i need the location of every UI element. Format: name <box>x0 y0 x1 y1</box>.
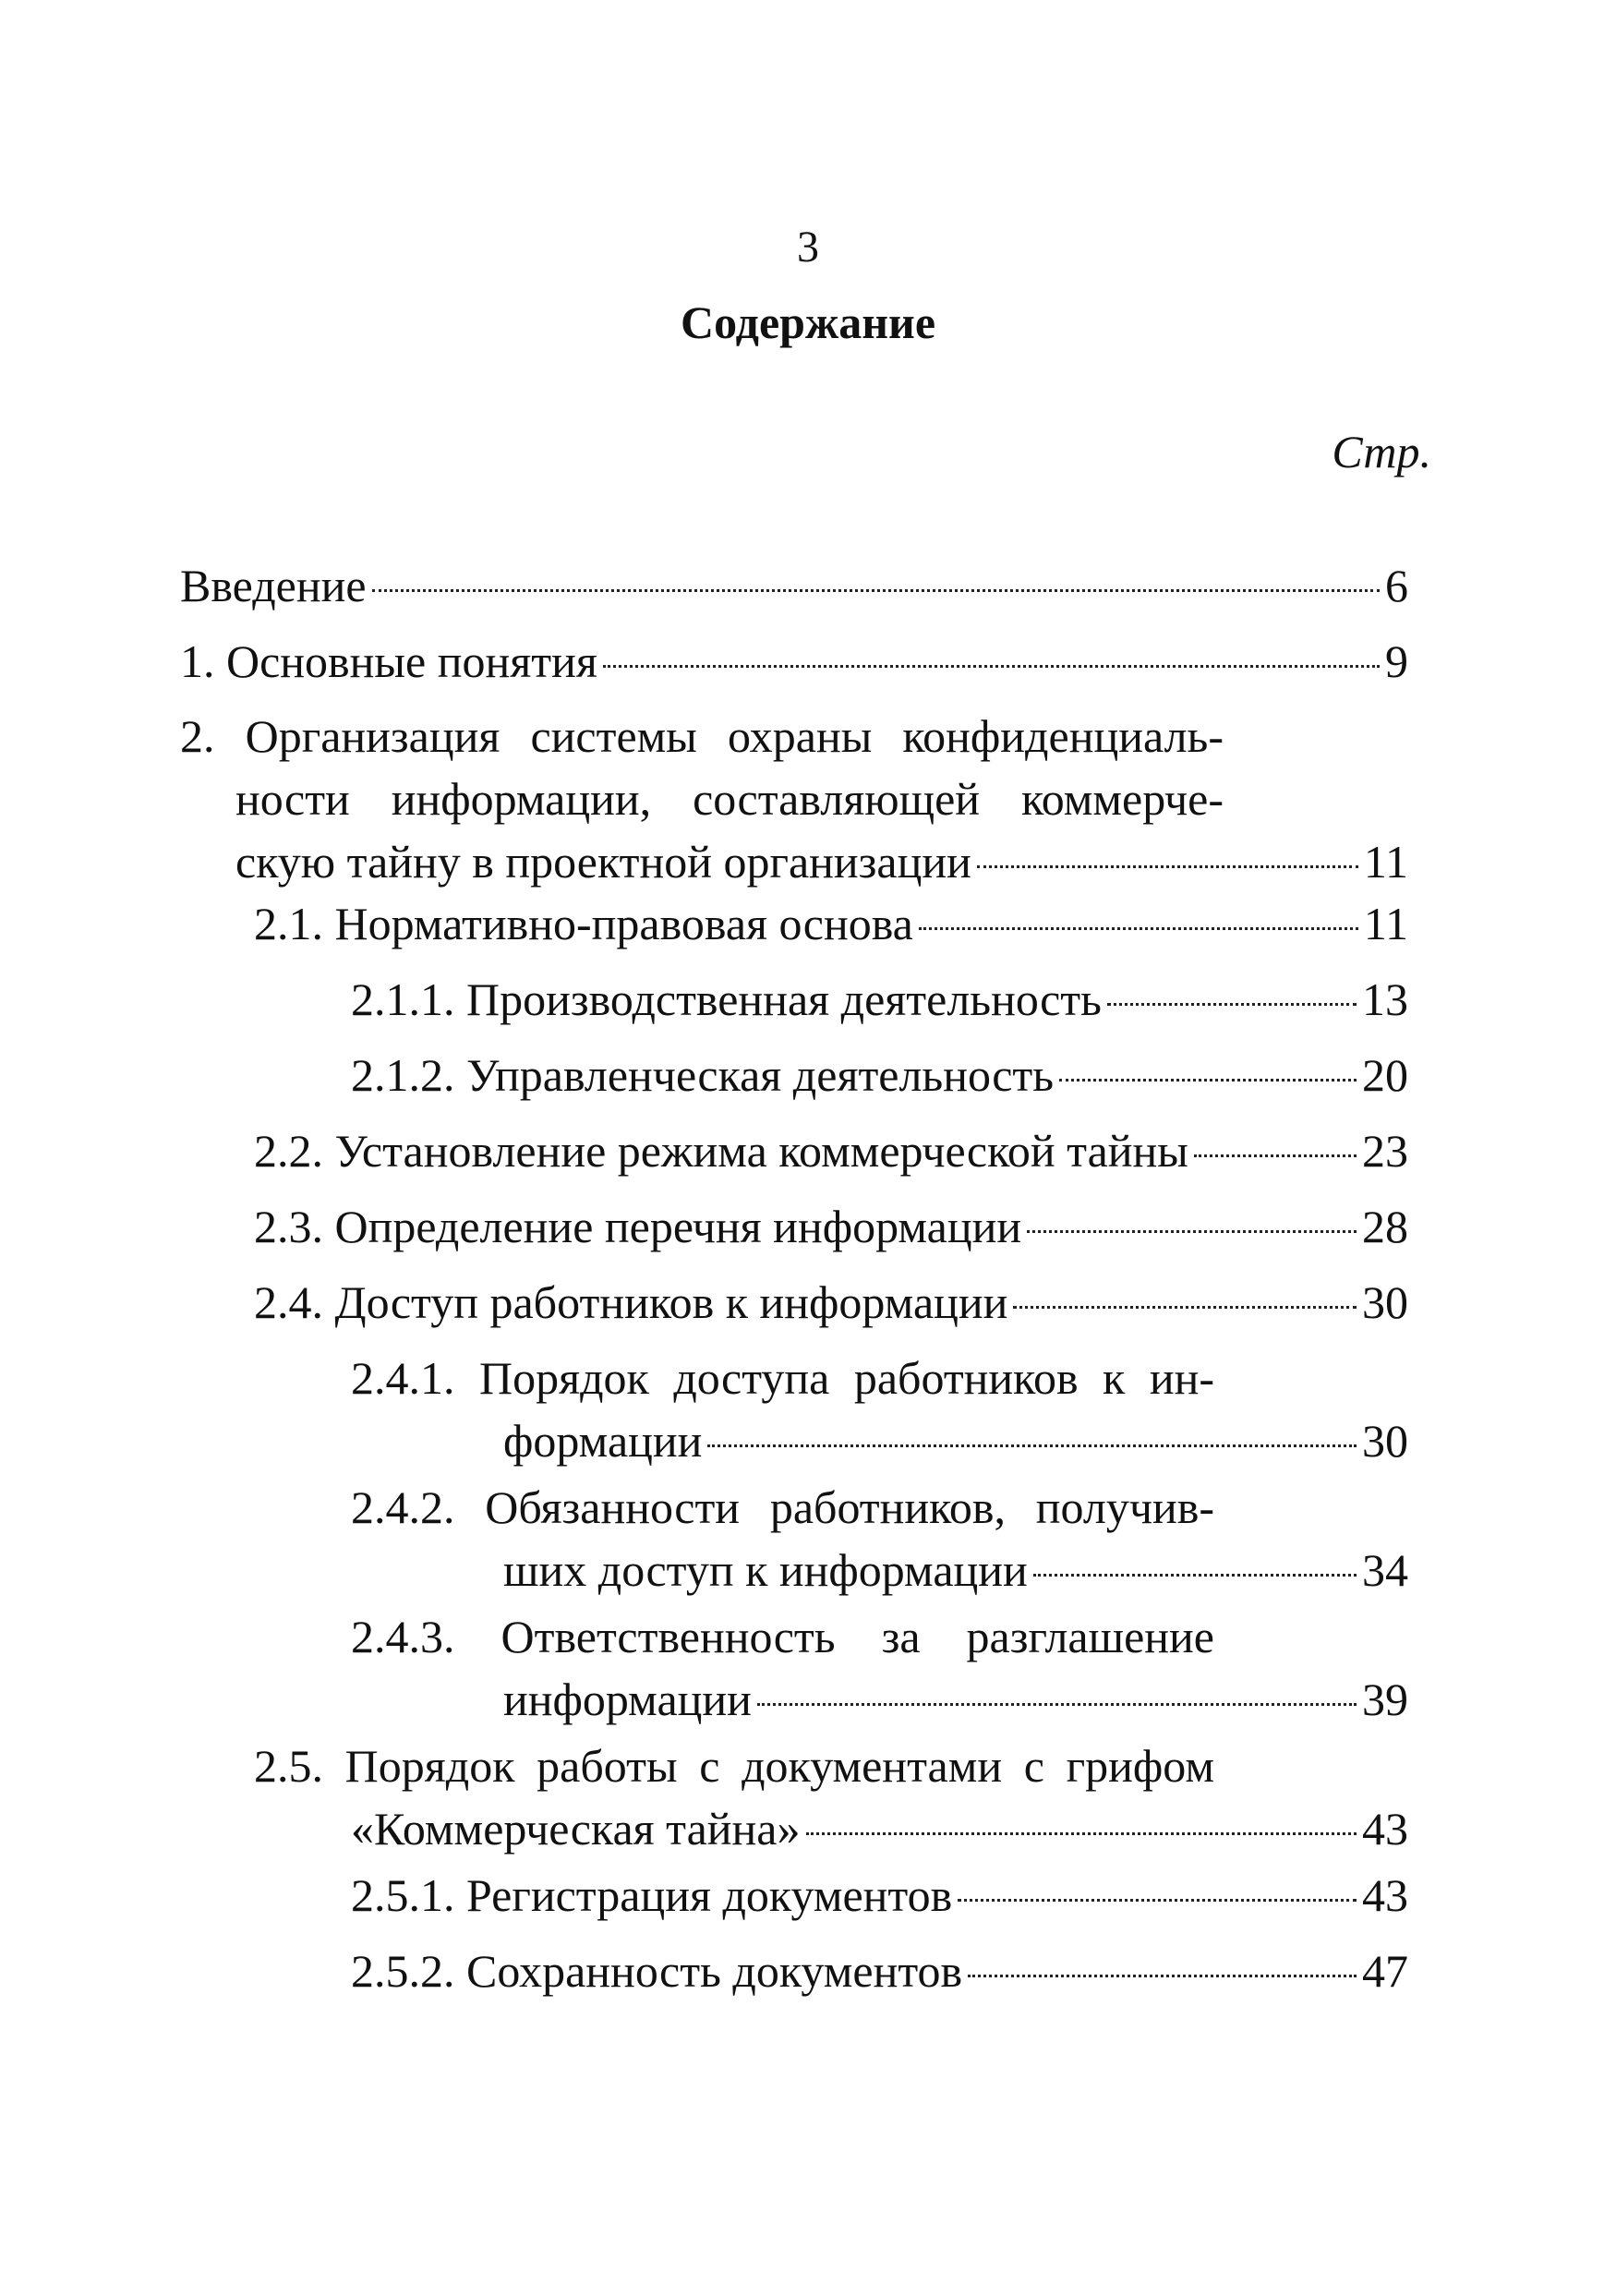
dot-leader <box>977 865 1358 868</box>
toc-entry-page: 43 <box>1362 1869 1408 1921</box>
toc-entry-2-1[interactable] <box>254 892 1408 955</box>
dot-leader <box>1059 1079 1357 1082</box>
toc-entry-title: «Коммерческая тайна» <box>351 1803 801 1855</box>
toc-entry-page: 43 <box>1362 1803 1408 1855</box>
toc-entry-title: 2.5.1. Регистрация документов <box>351 1869 953 1921</box>
toc-entry-title: ших доступ к информации <box>503 1544 1028 1596</box>
toc-entry-title-line: 2.4.1. Порядок доступа работников к ин- <box>351 1352 1214 1404</box>
toc-entry-title: Введение <box>180 560 367 611</box>
toc-entry-page: 30 <box>1362 1276 1408 1328</box>
toc-entry-page: 23 <box>1362 1125 1408 1177</box>
dot-leader <box>968 1975 1357 1977</box>
toc-entry-page: 11 <box>1363 836 1408 888</box>
toc-entry-2-1-1[interactable] <box>351 968 1408 1031</box>
toc-entry-introduction[interactable] <box>180 554 1408 617</box>
toc-entry-title: 2.1.2. Управленческая деятельность <box>351 1049 1055 1101</box>
dot-leader <box>1027 1230 1357 1233</box>
toc-entry-2[interactable] <box>180 705 1408 893</box>
toc-entry-2-4-2[interactable] <box>351 1476 1408 1601</box>
toc-entry-page: 11 <box>1363 898 1408 949</box>
dot-leader <box>1033 1574 1357 1577</box>
toc-entry-2-3[interactable] <box>254 1195 1408 1258</box>
page-title: Содержание <box>680 296 936 348</box>
dot-leader <box>958 1899 1357 1902</box>
dot-leader <box>757 1703 1357 1706</box>
toc-entry-page: 47 <box>1362 1945 1408 1997</box>
toc-entry-title: 2.3. Определение перечня информации <box>254 1201 1022 1252</box>
toc-entry-page: 30 <box>1362 1415 1408 1467</box>
toc-entry-title-line: 2.4.2. Обязанности работников, получив- <box>351 1481 1214 1533</box>
toc-entry-2-1-2[interactable] <box>351 1044 1408 1106</box>
toc-entry-page: 9 <box>1385 635 1408 687</box>
toc-entry-2-5-2[interactable] <box>351 1940 1408 2002</box>
dot-leader <box>1013 1306 1357 1309</box>
dot-leader <box>372 589 1380 592</box>
dot-leader <box>707 1444 1357 1447</box>
toc-entry-title: 1. Основные понятия <box>180 635 597 687</box>
toc-entry-page: 13 <box>1362 973 1408 1025</box>
toc-entry-title: 2.5.2. Сохранность документов <box>351 1945 963 1997</box>
toc-entry-title-line: 2. Организация системы охраны конфиденциаль- <box>180 710 1224 762</box>
toc-entry-2-4[interactable] <box>254 1271 1408 1334</box>
toc-entry-page: 6 <box>1385 560 1408 611</box>
toc-entry-title: 2.1.1. Производственная деятельность <box>351 973 1102 1025</box>
toc-entry-2-5[interactable] <box>254 1734 1408 1860</box>
toc-entry-2-4-1[interactable] <box>351 1347 1408 1472</box>
toc-entry-title-line: ности информации, составляющей коммерче- <box>235 773 1224 825</box>
toc-entry-page: 20 <box>1362 1049 1408 1101</box>
toc-entry-title: 2.4. Доступ работников к информации <box>254 1276 1008 1328</box>
toc-entry-title: информации <box>503 1674 752 1725</box>
toc-entry-title: 2.2. Установление режима коммерческой тайны <box>254 1125 1188 1177</box>
toc-entry-title-line: 2.4.3. Ответственность за разглашение <box>351 1611 1214 1662</box>
page-column-label: Стр. <box>1332 426 1431 477</box>
dot-leader <box>1107 1003 1357 1006</box>
dot-leader <box>1194 1154 1357 1157</box>
dot-leader <box>603 665 1380 668</box>
dot-leader <box>919 927 1358 930</box>
toc-entry-title: 2.1. Нормативно-правовая основа <box>254 898 913 949</box>
toc-entry-1[interactable] <box>180 630 1408 693</box>
toc-entry-title: формации <box>503 1415 703 1467</box>
toc-entry-title-line: 2.5. Порядок работы с документами с грифом <box>254 1740 1214 1792</box>
toc-entry-2-4-3[interactable] <box>351 1605 1408 1731</box>
toc-entry-2-2[interactable] <box>254 1119 1408 1182</box>
page-number: 3 <box>797 223 819 272</box>
toc-entry-page: 28 <box>1362 1201 1408 1252</box>
toc-entry-page: 34 <box>1362 1544 1408 1596</box>
dot-leader <box>806 1832 1357 1835</box>
toc-entry-page: 39 <box>1362 1674 1408 1725</box>
toc-entry-2-5-1[interactable] <box>351 1864 1408 1927</box>
toc-entry-title: скую тайну в проектной организации <box>235 836 971 888</box>
